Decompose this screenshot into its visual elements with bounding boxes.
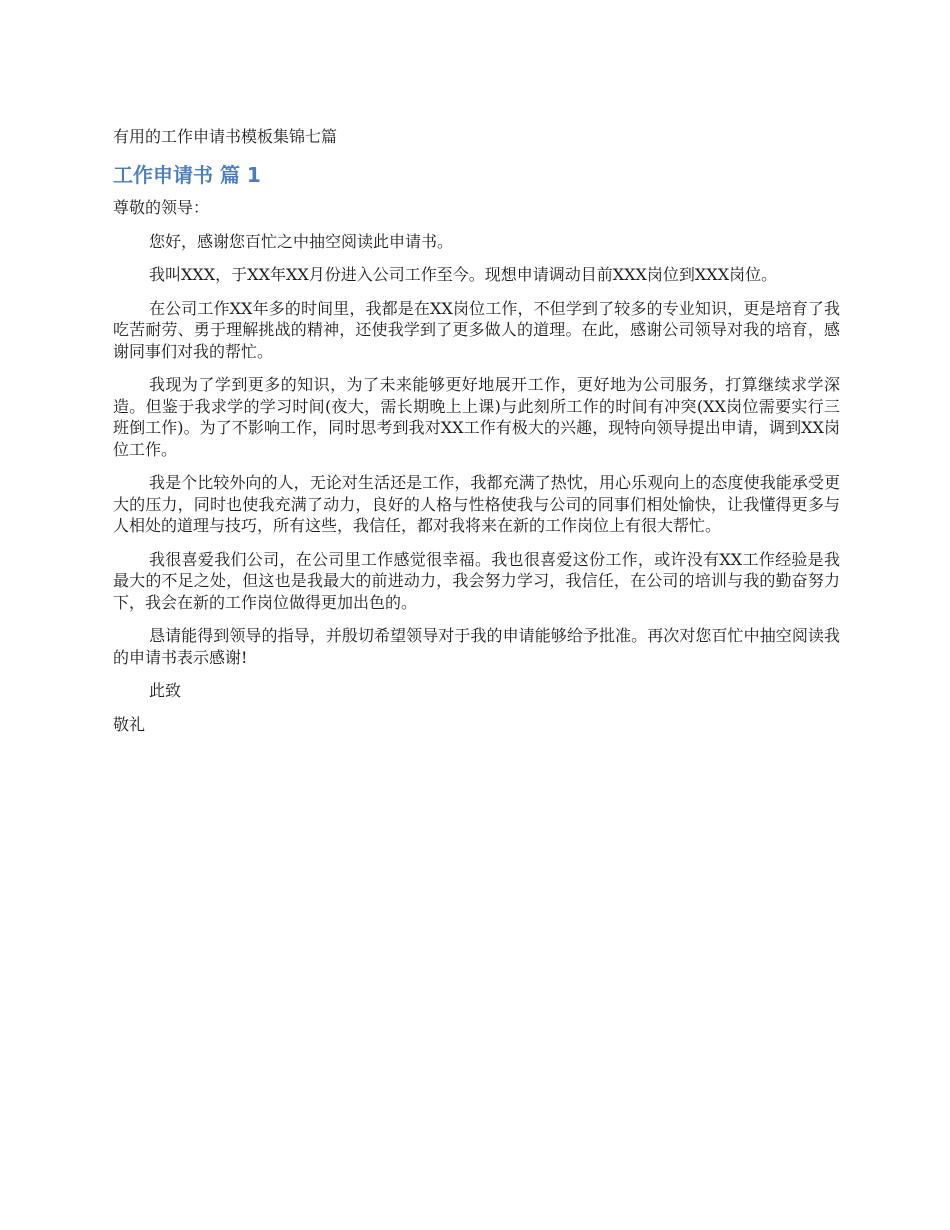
body-paragraph-6: 我很喜爱我们公司，在公司里工作感觉很幸福。我也很喜爱这份工作，或许没有XX工作经验是我最大的不足之处，但这也是我最大的前进动力，我会努力学习，我信任，在公司的培训与我的勤奋努力下，我会在新的工作岗位做得更加出色的。 (113, 549, 840, 612)
body-paragraph-3: 在公司工作XX年多的时间里，我都是在XX岗位工作，不但学到了较多的专业知识，更是培育了我吃苦耐劳、勇于理解挑战的精神，还使我学到了更多做人的道理。在此，感谢公司领导对我的培育，感谢同事们对我的帮忙。 (113, 298, 840, 361)
body-paragraph-7: 恳请能得到领导的指导，并殷切希望领导对于我的申请能够给予批准。再次对您百忙中抽空阅读我的申请书表示感谢! (113, 626, 840, 667)
body-paragraph-2: 我叫XXX，于XX年XX月份进入公司工作至今。现想申请调动目前XXX岗位到XXX岗位。 (149, 265, 778, 284)
document-page (113, 125, 840, 747)
salutation: 尊敬的领导： (113, 198, 210, 217)
regards-line: 敬礼 (113, 714, 146, 734)
body-paragraph-5: 我是个比较外向的人，无论对生活还是工作，我都充满了热忱，用心乐观向上的态度使我能承受更大的压力，同时也使我充满了动力，良好的人格与性格使我与公司的同事们相处愉快，让我懂得更多与人相处的道理与技巧，所有这些，我信任，都对我将来在新的工作岗位上有很大帮忙。 (113, 473, 840, 535)
section-heading: 工作申请书 篇 1 (113, 163, 261, 187)
closing-line: 此致 (149, 681, 182, 700)
body-paragraph-1: 您好，感谢您百忙之中抽空阅读此申请书。 (149, 231, 454, 251)
document-title: 有用的工作申请书模板集锦七篇 (113, 127, 338, 146)
body-paragraph-4: 我现为了学到更多的知识，为了未来能够更好地展开工作，更好地为公司服务，打算继续求学深造。但鉴于我求学的学习时间(夜大，需长期晚上上课)与此刻所工作的时间有冲突(XX岗位需要实行三班倒工作)。为了不影响工作，同时思考到我对XX工作有极大的兴趣，现特向领导提出申请，调到XX岗位工作。 (113, 375, 840, 459)
